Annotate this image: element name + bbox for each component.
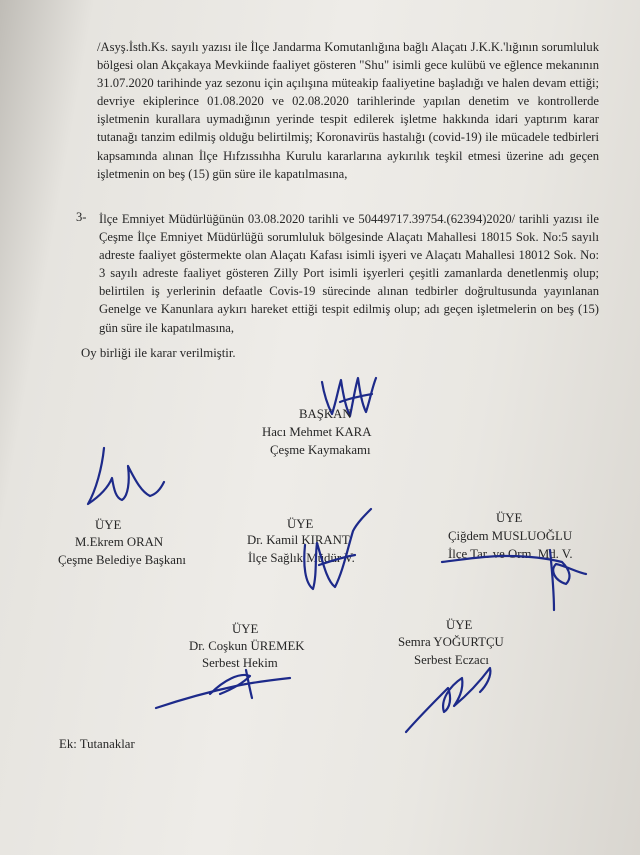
- paragraph-2-continuation: /Asyş.İsth.Ks. sayılı yazısı ile İlçe Jandarma Komutanlığına bağlı Alaçatı J.K.K.'lığının sorumluluk bölgesi olan Akçakaya Mevkiinde faaliyet gösteren "Shu" isimli gece kulübü ve eğlence mekanının 31.07.2020 tarihinde yaz sezonu için açılışına müteakip faaliyetine başladığı ve halen devam ettiği; devriye ekiplerince 01.08.2020 ve 02.08.2020 tarihlerinde yapılan denetim ve kontrollerde işletmenin kurallara uymadığının yerinde tespit edilerek işletme hakkında idari yaptırım karar tutanağı tanzim edilmiş olduğu belirtilmiş; Koronavirüs hastalığı (covid-19) ile mücadele tedbirleri kapsamında alınan İlçe Hıfzıssıhha Kurulu kararlarına aykırılık teşkil etmesi üzerine adı geçen işletmenin on beş (15) gün süre ile kapatılmasına,: [97, 40, 599, 181]
- member-5-role: ÜYE: [446, 618, 473, 632]
- member-1-role: ÜYE: [95, 518, 122, 532]
- chair-role: BAŞKAN: [299, 407, 352, 421]
- member-1-title: Çeşme Belediye Başkanı: [58, 553, 186, 567]
- decision-statement: Oy birliği ile karar verilmiştir.: [81, 346, 236, 360]
- member-2-name: Dr. Kamil KIRANT: [247, 533, 350, 547]
- member-5-name: Semra YOĞURTÇU: [398, 635, 504, 649]
- member-4-signature: [150, 650, 300, 720]
- paragraph-3: İlçe Emniyet Müdürlüğünün 03.08.2020 tarihli ve 50449717.39754.(62394)2020/ tarihli yazısı ile Çeşme İlçe Emniyet Müdürlüğü sorumluluk bölgesinde Alaçatı Mahallesi 18015 Sok. No:5 sayılı adreste faaliyet göstermekte olan Alaçatı Kafası isimli işyeri ve Alaçatı Mahallesi 18012 Sok. No: 3 sayılı adreste faaliyet gösteren Zilly Port isimli işyerleri çeşitli zamanlarda denetlenmiş olup; belirtilen iş yerlerinin defaatle Covis-19 sürecinde alınan tedbirler doğrultusunda yayınlanan Genelge ve Kanunlara aykırı hareket ettiği tespit edilmiş olup; adı geçen işletmelerin on beş (15) gün süre ile kapatılmasına,: [99, 212, 599, 335]
- member-2-role: ÜYE: [287, 517, 314, 531]
- member-4-title: Serbest Hekim: [202, 656, 278, 670]
- member-3-signature: [430, 520, 600, 615]
- chair-title: Çeşme Kaymakamı: [270, 443, 371, 457]
- member-3-title: İlçe Tar. ve Orm. Md. V.: [448, 547, 573, 561]
- attachments-note: Ek: Tutanaklar: [59, 737, 135, 751]
- chair-name: Hacı Mehmet KARA: [262, 425, 372, 439]
- member-5-title: Serbest Eczacı: [414, 653, 489, 667]
- member-3-name: Çiğdem MUSLUOĞLU: [448, 529, 573, 543]
- member-3-role: ÜYE: [496, 511, 523, 525]
- member-1-signature: [82, 438, 172, 518]
- item-number-3: 3-: [76, 210, 87, 224]
- member-1-name: M.Ekrem ORAN: [75, 535, 164, 549]
- member-5-signature: [400, 650, 510, 740]
- member-4-role: ÜYE: [232, 622, 259, 636]
- member-2-title: İlçe Sağlık Müdür V.: [248, 551, 355, 565]
- member-4-name: Dr. Coşkun ÜREMEK: [189, 639, 305, 653]
- member-2-signature: [295, 505, 385, 605]
